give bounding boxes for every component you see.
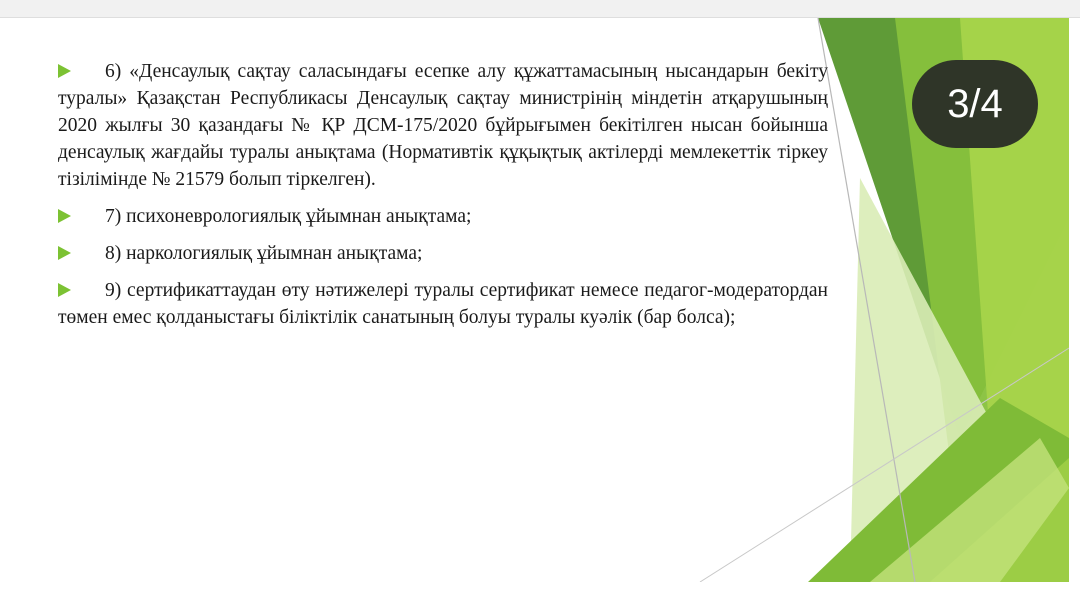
viewer-bottom-bar <box>0 582 1080 599</box>
triangle-bullet-icon <box>58 209 71 223</box>
triangle-bullet-icon <box>58 246 71 260</box>
list-item-text: 8) наркологиялық ұйымнан анықтама; <box>105 243 423 264</box>
viewer-top-bar <box>0 0 1080 18</box>
triangle-bullet-icon <box>58 64 71 78</box>
list-item <box>58 58 828 193</box>
triangle-bullet-icon <box>58 283 71 297</box>
list-item-text: 9) сертификаттаудан өту нәтижелері туралы сертификат немесе педагог-модератордан төмен емес қолданыстағы біліктілік санатының болуы туралы куәлік (бар болса); <box>58 280 828 328</box>
page-indicator-text: 3/4 <box>947 82 1003 126</box>
list-item-text: 6) «Денсаулық сақтау саласындағы есепке алу құжаттамасының нысандарын бекіту туралы» Қазақстан Республикасы Денсаулық сақтау министрінің міндетін атқарушының 2020 жылғы 30 қазандағы № ҚР ДСМ-175/2020 бұйрығымен бекітілген нысан бойынша денсаулық жағдайы туралы анықтама (Нормативтік құқықтық актілерді мемлекеттік тіркеу тізілімінде № 21579 болып тіркелген). <box>58 61 828 190</box>
slide <box>0 18 1069 582</box>
page-indicator-badge <box>912 60 1038 148</box>
viewer-right-edge <box>1069 18 1080 582</box>
list-item <box>58 277 828 331</box>
slide-content <box>58 58 828 341</box>
list-item-text: 7) психоневрологиялық ұйымнан анықтама; <box>105 206 472 227</box>
list-item <box>58 240 828 267</box>
list-item <box>58 203 828 230</box>
